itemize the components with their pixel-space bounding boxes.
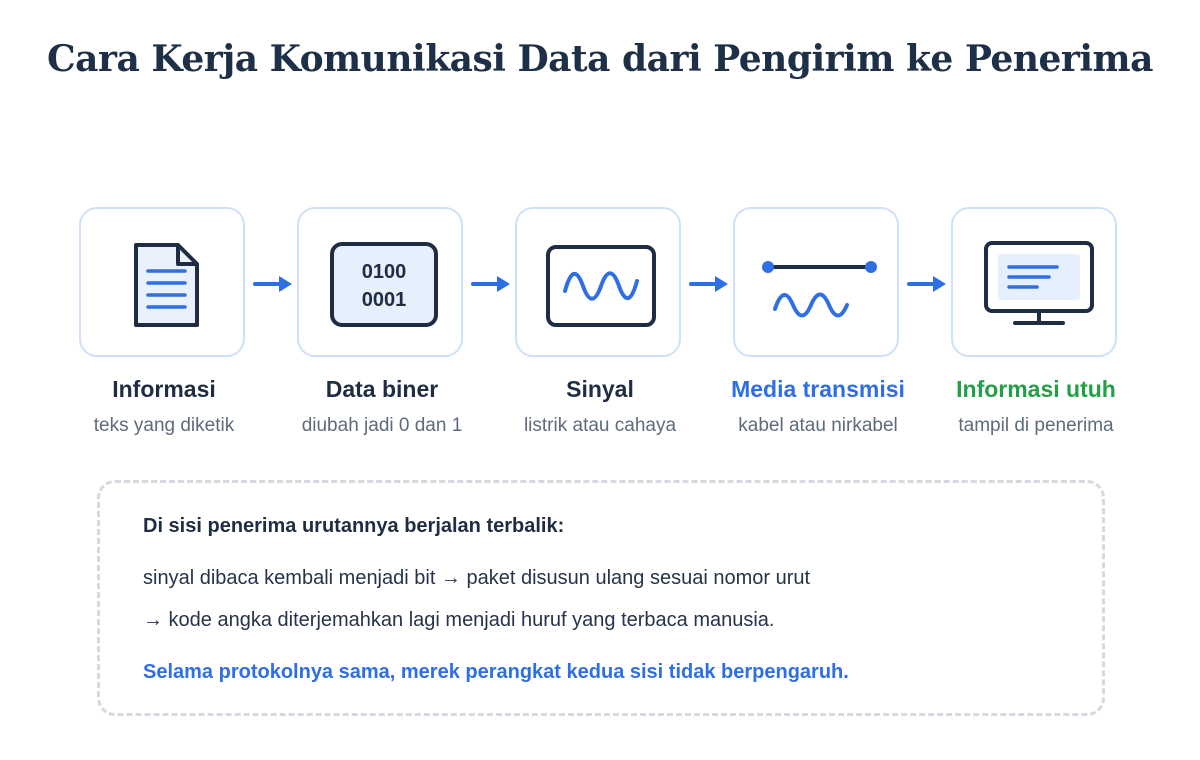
note-line-2: → kode angka diterjemahkan lagi menjadi huruf yang terbaca manusia.: [143, 609, 775, 631]
step-label-informasi: Informasi: [112, 376, 216, 402]
step-box-informasi: [79, 207, 245, 357]
binary-line-2: 0001: [361, 289, 407, 311]
step-label-sinyal: Sinyal: [566, 376, 634, 402]
arrow-right-icon: [906, 272, 950, 296]
document-icon: [81, 209, 247, 359]
binary-line-1: 0100: [361, 261, 407, 283]
note-heading: Di sisi penerima urutannya berjalan terbalik:: [143, 515, 565, 537]
step-label-informasi-utuh: Informasi utuh: [956, 376, 1116, 402]
monitor-icon: [953, 209, 1119, 359]
step-label-data-biner: Data biner: [325, 376, 439, 402]
note-line-1: sinyal dibaca kembali menjadi bit → paket disusun ulang sesuai nomor urut: [143, 567, 811, 589]
arrow-right-icon: [688, 272, 732, 296]
receiver-note-panel: [97, 480, 1105, 716]
step-box-media-transmisi: [733, 207, 899, 357]
arrow-right-icon: [252, 272, 296, 296]
step-box-data-biner: [297, 207, 463, 357]
step-sub-informasi-utuh: tampil di penerima: [958, 415, 1114, 436]
page-title: Cara Kerja Komunikasi Data dari Pengirim ke Penerima: [47, 38, 1153, 80]
step-sub-informasi: teks yang diketik: [93, 415, 235, 436]
signal-wave-icon: [517, 209, 683, 359]
transmission-media-icon: [735, 209, 901, 359]
note-emphasis: Selama protokolnya sama, merek perangkat kedua sisi tidak berpengaruh.: [143, 661, 849, 683]
step-box-sinyal: [515, 207, 681, 357]
step-sub-data-biner: diubah jadi 0 dan 1: [301, 415, 463, 436]
binary-chip-icon: [299, 209, 465, 359]
step-label-media-transmisi: Media transmisi: [731, 376, 905, 402]
step-box-informasi-utuh: [951, 207, 1117, 357]
step-sub-media-transmisi: kabel atau nirkabel: [738, 415, 898, 436]
arrow-right-icon: [470, 272, 514, 296]
step-sub-sinyal: listrik atau cahaya: [523, 415, 677, 436]
